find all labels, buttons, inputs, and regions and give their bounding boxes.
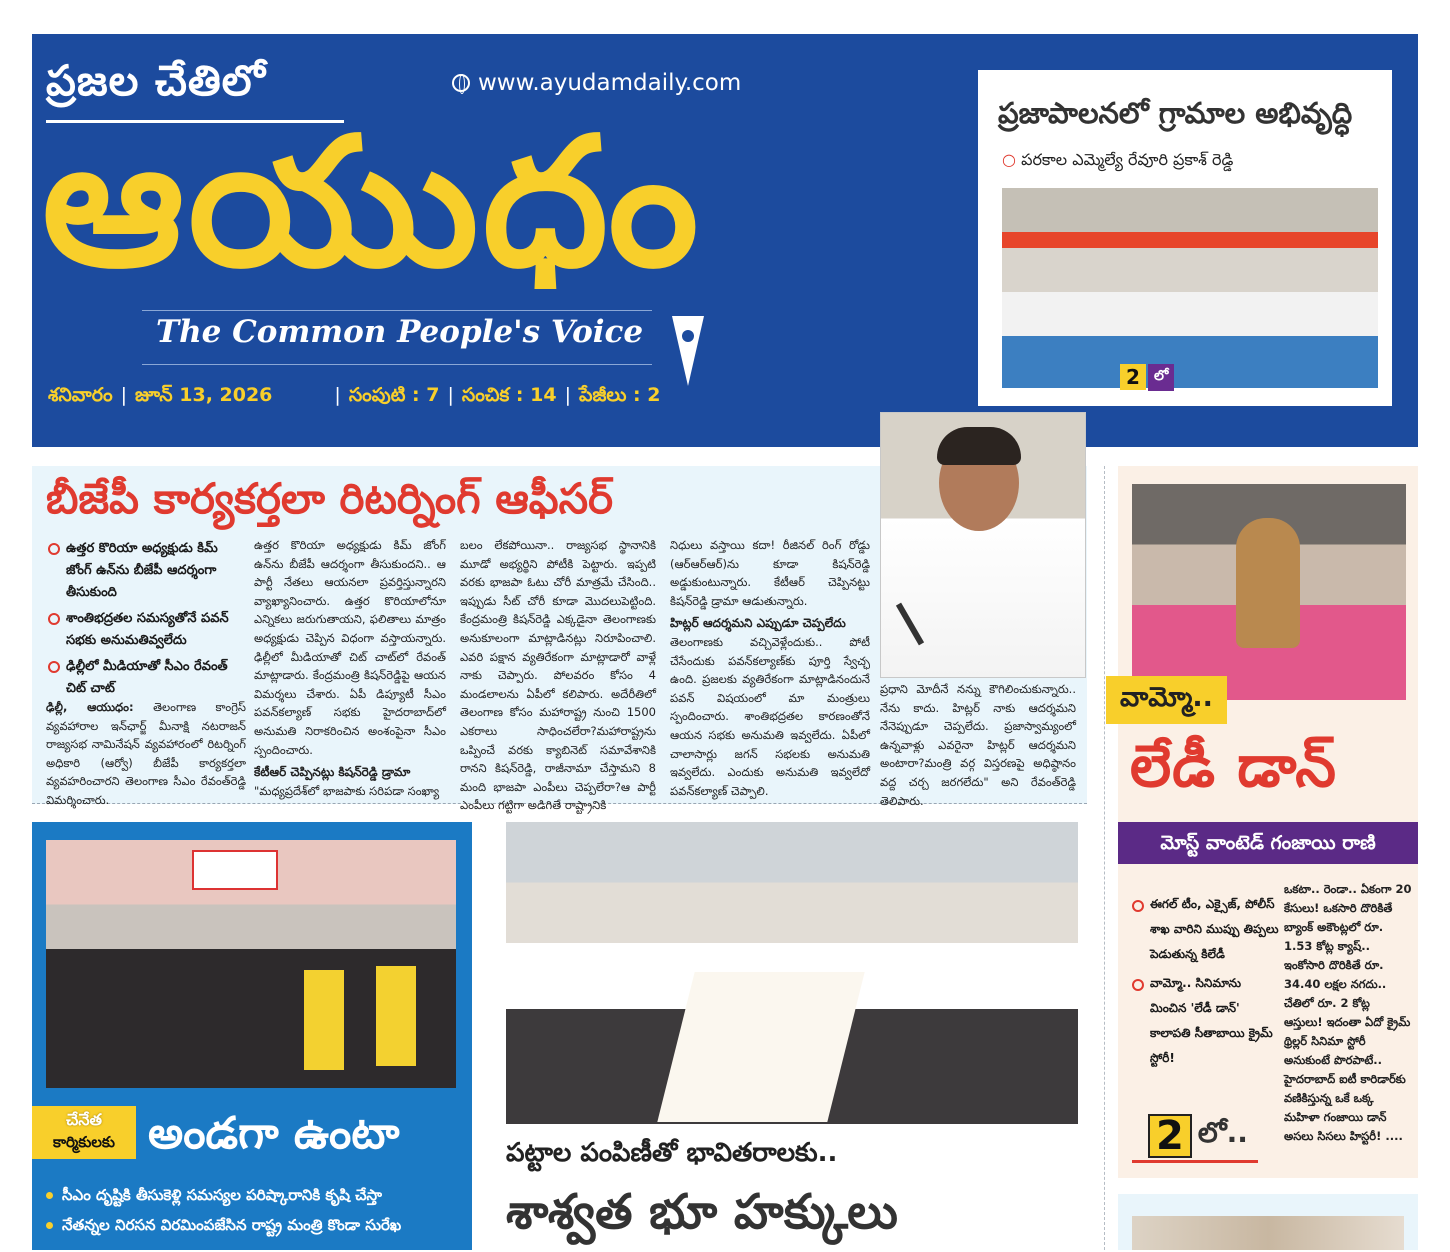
issue-day: శనివారం (48, 384, 113, 406)
lady-don-bullet: ఈగల్ టీం, ఎక్సైజ్, పోలీస్ శాఖ వారిని ముప్పు తిప్పలు పెడుతున్న కిలేడీ (1130, 892, 1280, 967)
issue-number: సంచిక : 14 (461, 384, 557, 406)
photo-table (657, 972, 864, 1122)
pen-nib-hole (682, 330, 694, 342)
issue-volume: సంపుటి : 7 (348, 384, 440, 406)
land-headline: శాశ్వత భూ హక్కులు (506, 1184, 898, 1240)
lead-col2-tail: "మధ్యప్రదేశ్‌లో భాజపాకు సరిపడా సంఖ్యా (254, 783, 440, 798)
column-divider (1104, 466, 1105, 1250)
lady-don-strap: మోస్ట్ వాంటెడ్ గంజాయి రాణి (1118, 822, 1418, 864)
issue-pages: పేజీలు : 2 (579, 384, 661, 406)
lead-col2-text: ఉత్తర కొరియా అధ్యక్షుడు కిమ్ జోంగ్ ఉన్‌ను బీజేపీ ఆదర్శంగా తీసుకుందని.. ఆ పార్టీ నేతలు ఆయనలా ప్రవర్తిస్తున్నారని వ్యాఖ్యానించారు. ఉత్తర కొరియాలోనూ ఎన్నికలు జరుగుతాయని, ఫలితాలు మాత్రం అధ్యక్షుడు చెప్పిన విధంగా వస్తాయన్నారు. ఢిల్లీలో మీడియాతో చిట్ చాట్‌లో రేవంత్ మాట్లాడారు. కేంద్రమంత్రి కిషన్‌రెడ్డిపై ఆయన విమర్శలు చేశారు. ఏపీ డిప్యూటీ సీఎం పవన్‌కల్యాణ్ సభకు హైదరాబాద్‌లో అనుమతి నిరాకరించిన అంశంపైనా సీఎం స్పందించారు. (254, 538, 446, 757)
lead-subhead: కేటీఆర్ చెప్పినట్లు కిషన్‌రెడ్డి డ్రామా (254, 765, 411, 780)
lead-column-2 (254, 536, 446, 798)
lady-don-photo (1132, 484, 1406, 700)
village-photo (1002, 188, 1378, 388)
separator: | (120, 384, 128, 406)
handloom-headline: అండగా ఉంటా (148, 1108, 400, 1159)
next-story-box[interactable] (1118, 1194, 1418, 1250)
lead-bullet: ఢిల్లీలో మీడియాతో సీఎం రేవంత్ చిట్ చాట్ (46, 656, 232, 700)
handloom-story[interactable] (32, 822, 472, 1250)
website-text: www.ayudamdaily.com (478, 70, 742, 96)
lead-column-5: ప్రధాని మోదీనే నన్ను కౌగిలించుకున్నారు.. నేను కాదు. హిట్లర్ నాకు ఆదర్శమని నేనెప్పుడూ చెప్పలేదు. ప్రజాస్వామ్యంలో ఉన్నవాళ్లు ఎవరైనా హిట్లర్ ఆదర్శమని అంటారా?మంత్రి వర్గ విస్తరణపై అధిష్ఠానం వద్ద చర్చ జరగలేదు" అని రేవంత్‌రెడ్డి తెలిపారు. (880, 682, 1076, 808)
slogan-rule-bottom (142, 364, 652, 365)
handloom-label-bottom: కార్మికులకు (53, 1133, 115, 1151)
cm-portrait-photo (880, 412, 1086, 678)
lady-don-kicker: వామ్మో.. (1106, 676, 1227, 724)
slogan: The Common People's Voice (156, 314, 644, 350)
pen-nib-icon (672, 316, 704, 386)
lady-don-story[interactable] (1118, 466, 1418, 1178)
lead-subhead: హిట్లర్ ఆదర్శమని ఎప్పుడూ చెప్పలేదు (670, 616, 846, 631)
page-ref-number: 2 (1148, 1114, 1192, 1158)
land-titles-photo (506, 822, 1078, 1124)
lead-column-3: బలం లేకపోయినా.. రాజ్యసభ స్థానానికి మూడో అభ్యర్థిని పోటీకి పెట్టారు. ఇప్పటి వరకు భాజపా ఓటు చోరీ మాత్రమే చేసింది.. ఇప్పుడు సీట్ చోరీ కూడా మొదలుపెట్టింది. కేంద్రమంత్రి కిషన్‌రెడ్డి ఎక్కడైనా తెలంగాణకు అనుకూలంగా మాట్లాడినట్లు నిరూపించాలి. ఎవరి పక్షాన వ్యతిరేకంగా మాట్లాడారో వాళ్లే నాకు చెప్పారు. పోలవరం కోసం 4 మండలాలను ఏపీలో కలిపారు. అదేరీతిలో తెలంగాణ కోసం మహారాష్ట్ర నుంచి 1500 ఎకరాలు సాధించలేరా?మహారాష్ట్రను ఒప్పించే వరకు క్యాబినెట్ సమావేశానికి రానని కిషన్‌రెడ్డి, రాజీనామా చేస్తామని 8 మంది భాజపా ఎంపీలు చెప్పలేరా?ఆ పార్టీ ఎంపీలు గట్టిగా అడిగితే రాష్ట్రానికి (460, 538, 656, 813)
lead-bullets (46, 538, 232, 704)
handloom-label (32, 1106, 136, 1159)
top-story-headline: ప్రజాపాలనలో గ్రామాల అభివృద్ధి (998, 96, 1353, 130)
separator: | (564, 384, 571, 406)
lead-bullet: శాంతిభద్రతల సమస్యతోనే పవన్ సభకు అనుమతివ్వలేదు (46, 608, 232, 652)
masthead (32, 34, 1418, 447)
page-ref-suffix: లో.. (1197, 1116, 1248, 1149)
handloom-protest-photo (46, 840, 456, 1088)
photo-sash (304, 970, 344, 1070)
lead-bullet: ఉత్తర కొరియా అధ్యక్షుడు కిమ్ జోంగ్ ఉన్‌ను బీజేపీ ఆదర్శంగా తీసుకుంది (46, 538, 232, 604)
top-story-byline (1002, 150, 1233, 173)
photo-person (1236, 518, 1300, 648)
handloom-bullets (46, 1180, 466, 1240)
lady-don-body: ఒకటా.. రెండా.. ఏకంగా 20 కేసులు! ఒకసారి దొరికితే బ్యాంక్ అకౌంట్లలో రూ. 1.53 కోట్ల క్యాష్.. ఇంకోసారి దొరికితే రూ. 34.40 లక్షల నగదు.. చేతిలో రూ. 2 కోట్ల ఆస్తులు! ఇదంతా ఏదో క్రైమ్ థ్రిల్లర్ సినిమా స్టోరీ అనుకుంటే పొరపాటే.. హైదరాబాద్ ఐటీ కారిడార్‌కు వణికిస్తున్న ఒకే ఒక్క మహిళా గంజాయి డాన్ అసలు సిసలు హిస్టరీ! .... (1284, 882, 1412, 1143)
photo-sash (376, 966, 416, 1066)
dateline (48, 384, 661, 411)
page-ref[interactable] (1148, 1114, 1248, 1158)
handloom-bullet: సీఎం దృష్టికి తీసుకెళ్లి సమస్యల పరిష్కారానికి కృషి చేస్తా (46, 1180, 466, 1210)
lead-headline: బీజేపీ కార్యకర్తలా రిటర్నింగ్ ఆఫీసర్ (46, 474, 614, 523)
page-ref-number: 2 (1120, 364, 1146, 390)
land-kicker: పట్టాల పంపిణీతో భావితరాలకు.. (506, 1138, 838, 1168)
lead-column-4 (670, 536, 870, 798)
bullet-ring-icon: ○ (1002, 150, 1016, 169)
issue-date: జూన్ 13, 2026 (135, 384, 273, 406)
lady-don-bullet: వామ్మో.. సినిమాను మించిన 'లేడీ డాన్' కాలాపతి సీతాబాయి క్రైమ్ స్టోరీ! (1130, 971, 1280, 1071)
next-story-photo (1132, 1216, 1404, 1250)
byline-text: పరకాల ఎమ్మెల్యే రేవూరి ప్రకాశ్ రెడ్డి (1021, 150, 1234, 169)
photo-banner (192, 850, 278, 890)
microphone-icon (896, 603, 924, 646)
lead-col4-tail: తెలంగాణకు వచ్చివెళ్లేందుకు.. పోటీ చేసేందుకు పవన్‌కల్యాణ్‌కు పూర్తి స్వేచ్ఛ ఉంది. ప్రజలకు వ్యతిరేకంగా మాట్లాడినందునే పవన్ విషయంలో మా మంత్రులు స్పందించారు. శాంతిభద్రతల కారణంతోనే ఆయన సభకు అనుమతి ఇవ్వలేదు. ఏపీలో చాలాసార్లు జగన్ సభలకు అనుమతి ఇవ్వలేదు. ఎందుకు అనుమతి ఇవ్వలేదో పవన్‌కల్యాణ్ చెప్పాలి. (670, 634, 870, 798)
top-story-box[interactable] (978, 70, 1392, 406)
masthead-tagline: ప్రజల చేతిలో (46, 56, 266, 105)
portrait-hair (937, 427, 1021, 465)
lady-don-headline: లేడీ డాన్ (1130, 732, 1338, 800)
lead-col4-text: నిధులు వస్తాయి కదా! రీజినల్ రింగ్ రోడ్డు (ఆర్ఆర్ఆర్)ను కూడా కిషన్‌రెడ్డి అడ్డుకుంటున్నారు. కేటీఆర్ చెప్పినట్టు కిషన్‌రెడ్డి డ్రామా ఆడుతున్నారు. (670, 538, 870, 608)
lead-column-1 (46, 698, 246, 807)
slogan-rule-top (142, 310, 652, 311)
separator: | (447, 384, 454, 406)
lead-col1-text: తెలంగాణ కాంగ్రెస్ వ్యవహారాల ఇన్‌ఛార్జ్ మీనాక్షి నటరాజన్ రాజ్యసభ నామినేషన్ వ్యవహారంలో రిటర్నింగ్ అధికారి (ఆర్వో) బీజేపీ కార్యకర్తలా వ్యవహరించారని తెలంగాణ సీఎం రేవంత్‌రెడ్డి విమర్శించారు. (46, 700, 246, 807)
website-link[interactable] (452, 70, 741, 96)
handloom-bullet: నేతన్నల నిరసన విరమింపజేసిన రాష్ట్ర మంత్రి కొండా సురేఖ (46, 1210, 466, 1240)
handloom-label-top: చేనేత (66, 1110, 102, 1129)
lead-dateline: ఢిల్లీ, ఆయుధం: (46, 700, 134, 714)
page-ref-underline (1132, 1160, 1258, 1163)
newspaper-logo: ఆయుధం (42, 99, 703, 306)
separator: | (334, 384, 341, 406)
globe-icon (452, 74, 470, 92)
lady-don-bullets (1130, 892, 1280, 1075)
page-ref-suffix: లో (1148, 364, 1174, 391)
